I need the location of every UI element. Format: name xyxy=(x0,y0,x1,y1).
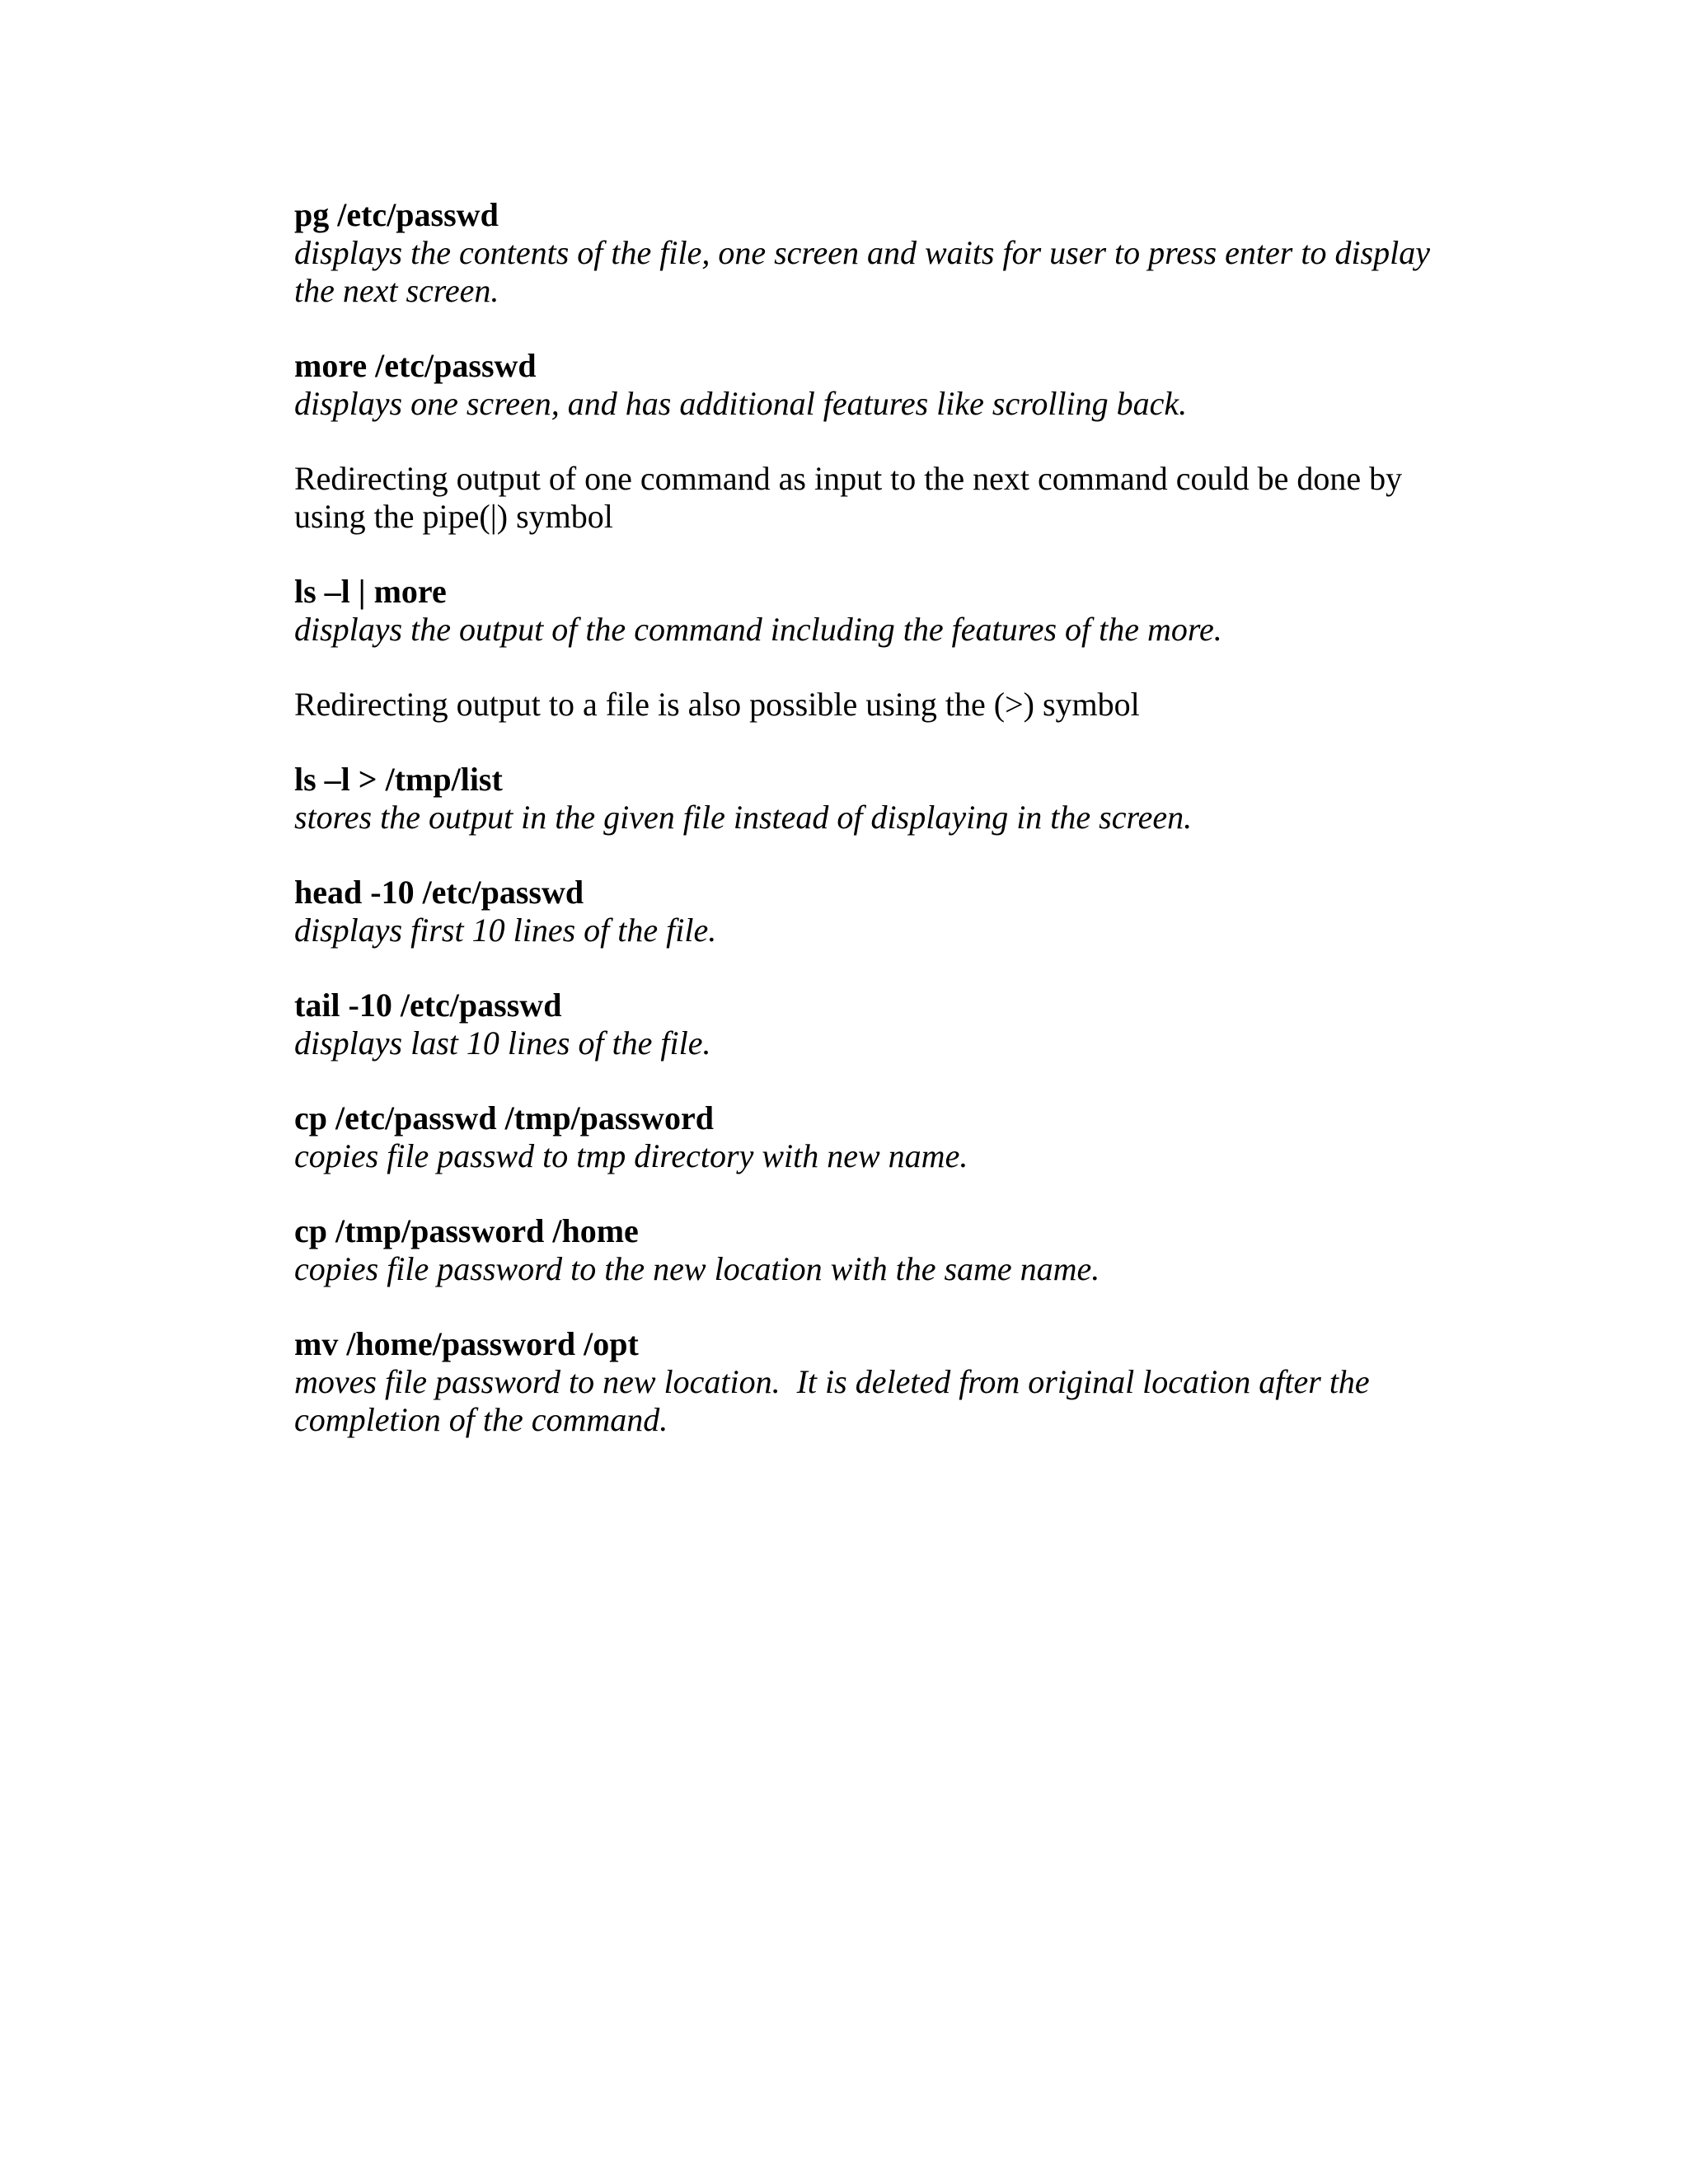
command-text: cp /etc/passwd /tmp/password xyxy=(294,1099,714,1137)
command-entry-cp-passwd xyxy=(294,1099,1432,1175)
document-page xyxy=(294,196,1438,1476)
command-text: more /etc/passwd xyxy=(294,347,537,384)
command-text: ls –l | more xyxy=(294,573,447,610)
command-entry-cp-home xyxy=(294,1212,1432,1288)
paragraph-pipe-redirect xyxy=(294,460,1432,536)
command-entry-tail xyxy=(294,987,1432,1062)
command-entry-pg xyxy=(294,196,1438,310)
command-description: displays first 10 lines of the file. xyxy=(294,912,717,949)
command-entry-ls-pipe-more xyxy=(294,573,1432,649)
paragraph-file-redirect xyxy=(294,686,1432,724)
command-description: copies file password to the new location with the same name. xyxy=(294,1250,1100,1287)
paragraph-text: Redirecting output to a file is also possible using the (>) symbol xyxy=(294,686,1140,723)
command-description: displays the output of the command including the features of the more. xyxy=(294,611,1222,648)
command-description: displays last 10 lines of the file. xyxy=(294,1024,711,1062)
command-description: stores the output in the given file instead of displaying in the screen. xyxy=(294,799,1193,836)
command-text: cp /tmp/password /home xyxy=(294,1212,639,1249)
command-description: displays one screen, and has additional features like scrolling back. xyxy=(294,385,1188,422)
command-text: tail -10 /etc/passwd xyxy=(294,987,562,1024)
command-text: mv /home/password /opt xyxy=(294,1325,639,1362)
command-description: copies file passwd to tmp directory with new name. xyxy=(294,1137,968,1174)
command-entry-head xyxy=(294,874,1432,949)
command-text: head -10 /etc/passwd xyxy=(294,874,584,911)
command-entry-more xyxy=(294,347,1432,423)
command-description: displays the contents of the file, one screen and waits for user to press enter to display the next screen. xyxy=(294,234,1438,309)
command-entry-ls-redirect xyxy=(294,761,1432,837)
command-description: moves file password to new location. It is deleted from original location after the completion of the command. xyxy=(294,1363,1378,1438)
command-entry-mv xyxy=(294,1325,1432,1439)
command-text: ls –l > /tmp/list xyxy=(294,761,503,798)
paragraph-text: Redirecting output of one command as input to the next command could be done by using the pipe(|) symbol xyxy=(294,460,1411,535)
command-text: pg /etc/passwd xyxy=(294,196,499,233)
